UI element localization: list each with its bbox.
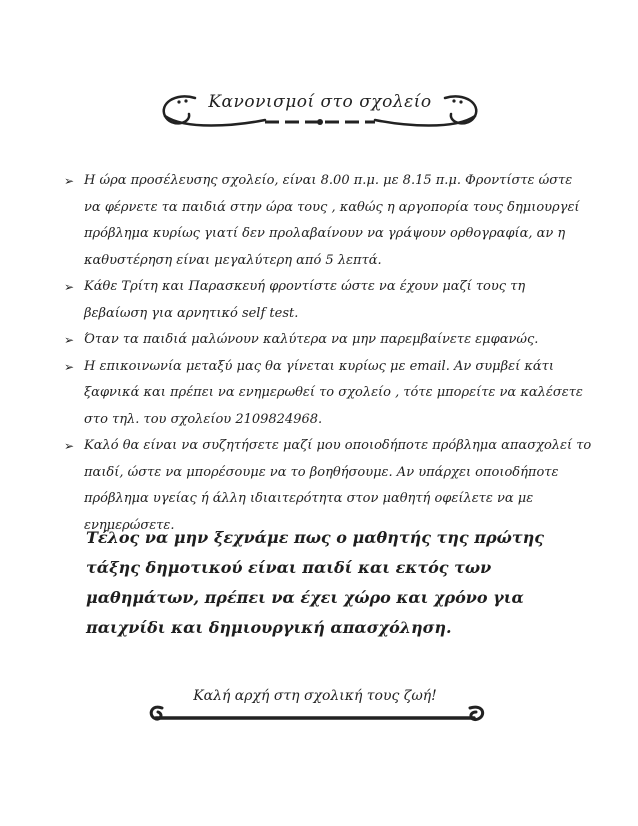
arrow-bullet-icon: ➢ xyxy=(64,439,75,453)
arrow-bullet-icon: ➢ xyxy=(64,280,75,294)
arrow-bullet-icon: ➢ xyxy=(64,359,75,374)
arrow-bullet-icon: ➢ xyxy=(64,333,75,347)
list-item-text: Καλό θα είναι να συζητήσετε μαζί μου οποιοδήποτε πρόβλημα απασχολεί το παιδί, ώστε να μπορέσουμε να το βοηθήσουμε. Αν υπάρχει οποιοδήποτε πρόβλημα υγείας ή άλλη ιδιαιτερότητα στον μαθητή οφείλετε να με ενημερώσετε. xyxy=(84,438,592,533)
arrow-bullet-icon: ➢ xyxy=(64,174,75,188)
list-item xyxy=(62,327,592,354)
list-item xyxy=(62,168,592,274)
signoff-text: Καλή αρχή στη σχολική τους ζωή! xyxy=(193,688,437,704)
list-item xyxy=(62,274,592,327)
signoff-banner xyxy=(140,688,490,728)
title-banner xyxy=(155,86,485,146)
list-item-text: Η επικοινωνία μεταξύ μας θα γίνεται κυρίως με email. Αν συμβεί κάτι ξαφνικά και πρέπει να ενημερωθεί το σχολείο , τότε μπορείτε να καλέσετε στο τηλ. του σχολείου 2109824968. xyxy=(84,358,583,427)
list-item-text: Κάθε Τρίτη και Παρασκευή φροντίστε ώστε να έχουν μαζί τους τη βεβαίωση για αρνητικό self test. xyxy=(84,279,526,321)
closing-paragraph: Τέλος να μην ξεχνάμε πως ο μαθητής της πρώτης τάξης δημοτικού είναι παιδί και εκτός των μαθημάτων, πρέπει να έχει χώρο και χρόνο για παιχνίδι και δημιουργική απασχόληση. xyxy=(86,528,544,637)
page-title: Κανονισμοί στο σχολείο xyxy=(208,92,432,112)
list-item-text: Όταν τα παιδιά μαλώνουν καλύτερα να μην παρεμβαίνετε εμφανώς. xyxy=(84,332,539,347)
list-item xyxy=(62,354,592,434)
rules-list xyxy=(62,168,592,539)
list-item-text: Η ώρα προσέλευσης σχολείο, είναι 8.00 π.μ. με 8.15 π.μ. Φροντίστε ώστε να φέρνετε τα παιδιά στην ώρα τους , καθώς η αργοπορία τους δημιουργεί πρόβλημα κυρίως γιατί δεν προλαβαίνουν να γράψουν ορθογραφία, αν η καθυστέρηση είναι μεγαλύτερη από 5 λεπτά. xyxy=(84,173,580,268)
